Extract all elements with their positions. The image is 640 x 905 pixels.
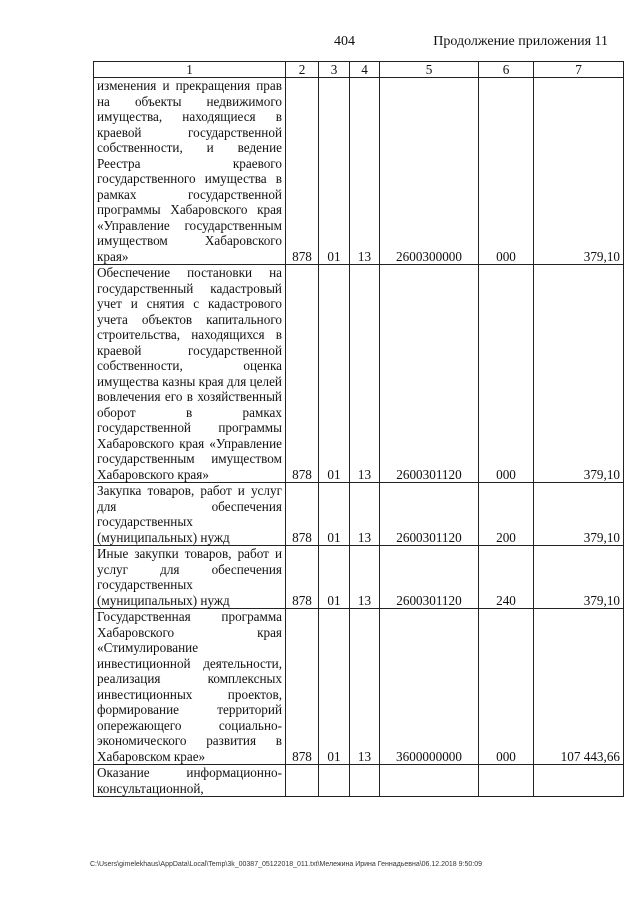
subsection-code: 13 [350, 78, 380, 265]
row-name: Государственная программа Хабаровского края «Стимулирование инвестиционной деятельности, реализация комплексных инвестиционных проектов, формирование территорий опережающего социально-экономического развития в Хабаровском крае» [94, 609, 286, 765]
section-code: 01 [319, 78, 350, 265]
subsection-code: 13 [350, 546, 380, 609]
budget-table [93, 61, 624, 797]
table-row [94, 265, 624, 483]
section-code: 01 [319, 265, 350, 483]
section-code: 01 [319, 609, 350, 765]
department-code: 878 [286, 265, 319, 483]
row-name: Закупка товаров, работ и услуг для обеспечения государственных (муниципальных) нужд [94, 483, 286, 546]
section-code [319, 765, 350, 797]
target-article-code: 2600300000 [380, 78, 479, 265]
row-name: Иные закупки товаров, работ и услуг для обеспечения государственных (муниципальных) нужд [94, 546, 286, 609]
continuation-caption: Продолжение приложения 11 [433, 34, 608, 49]
target-article-code: 3600000000 [380, 609, 479, 765]
column-header-2: 2 [286, 62, 319, 78]
target-article-code [380, 765, 479, 797]
amount: 107 443,66 [534, 609, 624, 765]
amount [534, 765, 624, 797]
column-header-4: 4 [350, 62, 380, 78]
expense-type-code: 240 [479, 546, 534, 609]
section-code: 01 [319, 483, 350, 546]
expense-type-code: 000 [479, 265, 534, 483]
department-code [286, 765, 319, 797]
column-header-7: 7 [534, 62, 624, 78]
subsection-code [350, 765, 380, 797]
department-code: 878 [286, 78, 319, 265]
subsection-code: 13 [350, 483, 380, 546]
header-row [94, 62, 624, 78]
table-row [94, 765, 624, 797]
table-row [94, 483, 624, 546]
row-name: изменения и прекращения прав на объекты недвижимого имущества, находящиеся в краевой государственной собственности, и ведение Реестра краевого государственного имущества в рамках государственной программы Хабаровского края «Управление государственным имуществом Хабаровского края» [94, 78, 286, 265]
section-code: 01 [319, 546, 350, 609]
column-header-5: 5 [380, 62, 479, 78]
amount: 379,10 [534, 546, 624, 609]
target-article-code: 2600301120 [380, 546, 479, 609]
department-code: 878 [286, 546, 319, 609]
file-path-footer: C:\Users\gimelekhaus\AppData\Local\Temp\3k_00387_05122018_011.txt\Мележина Ирина Геннадьевна\06.12.2018 9:50:09 [90, 861, 482, 868]
table-row [94, 78, 624, 265]
amount: 379,10 [534, 483, 624, 546]
target-article-code: 2600301120 [380, 265, 479, 483]
column-header-1: 1 [94, 62, 286, 78]
subsection-code: 13 [350, 609, 380, 765]
department-code: 878 [286, 483, 319, 546]
column-header-6: 6 [479, 62, 534, 78]
subsection-code: 13 [350, 265, 380, 483]
amount: 379,10 [534, 265, 624, 483]
page-number: 404 [334, 34, 355, 49]
table-row [94, 546, 624, 609]
target-article-code: 2600301120 [380, 483, 479, 546]
expense-type-code: 000 [479, 78, 534, 265]
amount: 379,10 [534, 78, 624, 265]
table-row [94, 609, 624, 765]
column-header-3: 3 [319, 62, 350, 78]
row-name: Оказание информационно-консультационной, [94, 765, 286, 797]
expense-type-code: 200 [479, 483, 534, 546]
department-code: 878 [286, 609, 319, 765]
row-name: Обеспечение постановки на государственный кадастровый учет и снятия с кадастрового учета объектов капитального строительства, находящихся в краевой государственной собственности, оценка имущества казны края для целей вовлечения его в хозяйственный оборот в рамках государственной программы Хабаровского края «Управление государственным имуществом Хабаровского края» [94, 265, 286, 483]
expense-type-code: 000 [479, 609, 534, 765]
expense-type-code [479, 765, 534, 797]
